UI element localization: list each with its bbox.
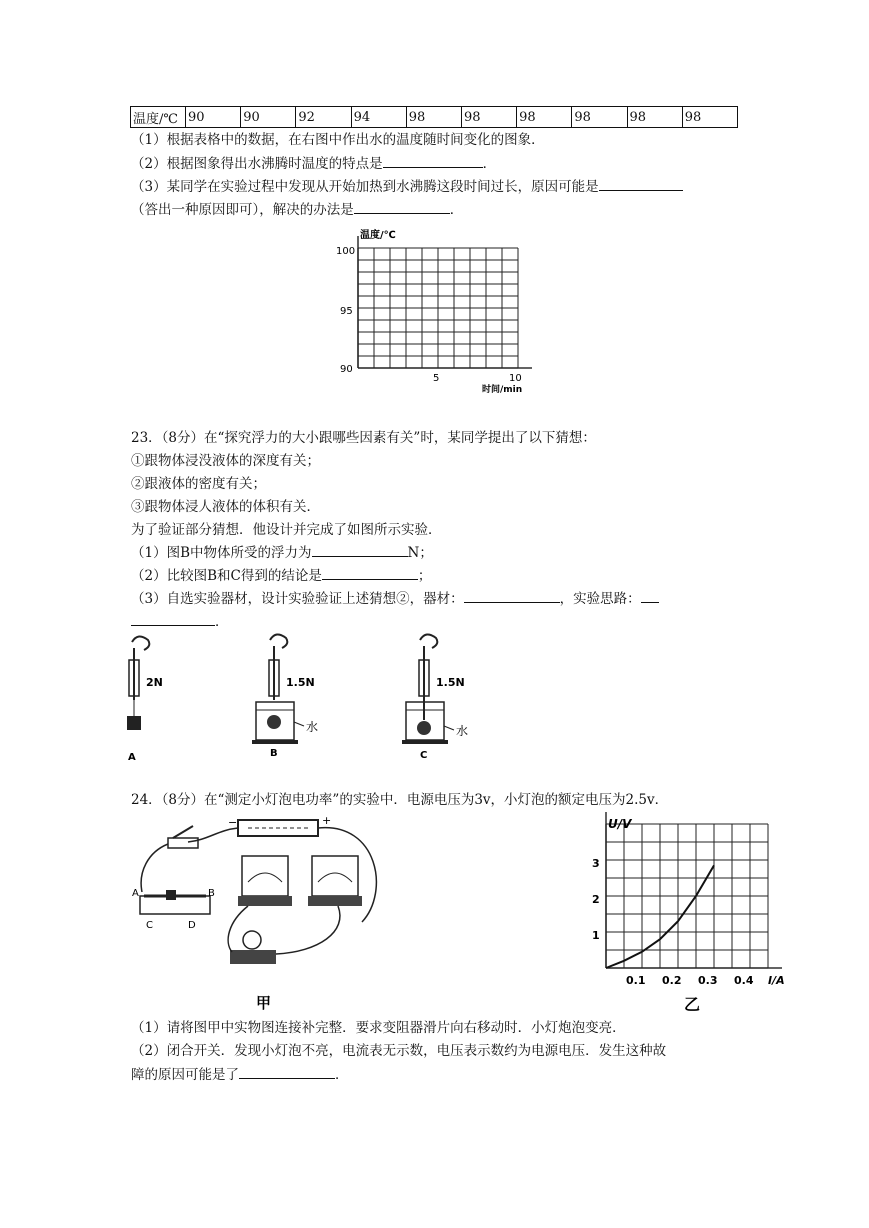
answer-blank[interactable]: [599, 176, 683, 191]
q22-part3-text: （3）某同学在实验过程中发现从开始加热到水沸腾这段时间过长，原因可能是: [131, 179, 599, 195]
q22-part2-text: （2）根据图象得出水沸腾时温度的特点是: [131, 156, 383, 172]
battery-plus: +: [322, 814, 332, 827]
q23-part2-text: （2）比较图B和C得到的结论是: [131, 568, 322, 584]
scale-a: [127, 636, 163, 763]
q23-part3-cont: [131, 611, 229, 632]
table-cell: 98: [517, 107, 572, 128]
rheostat-label-a: A: [132, 888, 139, 899]
lamp: [230, 931, 276, 964]
q23-part3-text: （3）自选实验器材，设计实验验证上述猜想②，器材：: [131, 591, 464, 607]
q22-part3-cont-text: （答出一种原因即可），解决的办法是: [131, 202, 354, 218]
table-row: [131, 107, 738, 128]
q24-part2-cont: [131, 1064, 349, 1085]
table-cell: 90: [186, 107, 241, 128]
table-cell: 98: [572, 107, 627, 128]
graph-grid: [358, 236, 532, 368]
buoyancy-experiment-figure: [120, 630, 500, 770]
graph-x-label: 时间/min: [482, 385, 523, 395]
q23-intro: 为了验证部分猜想．他设计并完成了如图所示实验．: [131, 522, 442, 538]
q22-part3-cont: [131, 199, 463, 220]
y-tick-label: 100: [336, 246, 356, 257]
q24-part2-cont-text: 障的原因可能是了: [131, 1067, 239, 1083]
q24-part1: （1）请将图甲中实物图连接补完整．要求变阻器滑片向右移动时．小灯炮泡变亮．: [131, 1020, 626, 1036]
ui-graph-grid: [606, 812, 782, 968]
table-header: 温度/℃: [131, 107, 186, 128]
reading-c: 1.5N: [436, 676, 465, 689]
label-c: C: [420, 750, 428, 761]
ui-y-tick: 1: [592, 929, 600, 942]
y-tick-label: 90: [340, 364, 353, 375]
temperature-table: [130, 106, 738, 128]
q24-title: 24．（8分）在“测定小灯泡电功率”的实验中．电源电压为3v，小灯泡的额定电压为2.5v．: [131, 792, 669, 808]
q23-guess-1: ①跟物体浸没液体的深度有关；: [131, 453, 320, 469]
q23-part2-end: ；: [417, 568, 432, 584]
x-tick-label: 5: [433, 373, 440, 384]
q23-title: 23．（8分）在“探究浮力的大小跟哪些因素有关”时，某同学提出了以下猜想：: [131, 430, 596, 446]
battery-minus: −: [228, 816, 238, 829]
rheostat-label-d: D: [188, 920, 196, 931]
voltmeter: [308, 856, 362, 906]
q24-part2: （2）闭合开关．发现小灯泡不亮，电流表无示数，电压表示数约为电源电压．发生这种故: [131, 1043, 667, 1059]
q23-part2: [131, 565, 431, 586]
answer-blank[interactable]: [383, 153, 483, 168]
answer-blank[interactable]: [312, 542, 408, 557]
reading-b: 1.5N: [286, 676, 315, 689]
graph-y-label: 温度/℃: [360, 230, 396, 241]
q23-part1: [131, 542, 433, 563]
answer-blank[interactable]: [354, 199, 450, 214]
temperature-grid-graph: [322, 222, 552, 402]
rheostat-label-c: C: [146, 920, 153, 931]
figure-label-yi: 乙: [684, 995, 701, 1014]
ui-y-tick: 2: [592, 893, 600, 906]
answer-blank[interactable]: [641, 588, 659, 603]
answer-blank[interactable]: [464, 588, 560, 603]
rheostat-label-b: B: [208, 888, 215, 899]
figure-label-jia: 甲: [256, 994, 272, 1012]
ui-x-tick: 0.4: [734, 974, 754, 987]
table-cell: 98: [682, 107, 737, 128]
q23-guess-2: ②跟液体的密度有关；: [131, 476, 266, 492]
water-label-c: 水: [456, 724, 469, 738]
q24-part2-end: ．: [335, 1067, 349, 1083]
label-b: B: [270, 748, 278, 759]
q22-part3-end: ．: [449, 202, 464, 218]
reading-a: 2N: [146, 676, 163, 689]
x-tick-label: 10: [509, 373, 522, 384]
q23-part1-unit: N；: [407, 545, 433, 561]
scale-c: [402, 634, 468, 761]
ui-x-label: I/A: [768, 974, 785, 987]
q23-part3: [131, 588, 659, 609]
q23-part3-mid: ，实验思路：: [559, 591, 641, 607]
circuit-figure: [128, 812, 398, 1012]
rheostat: [132, 888, 215, 931]
ui-x-tick: 0.1: [626, 974, 646, 987]
ui-graph: [580, 812, 800, 1017]
water-label-b: 水: [306, 720, 319, 734]
q23-guess-3: ③跟物体浸人液体的体积有关．: [131, 499, 320, 515]
q23-part1-text: （1）图B中物体所受的浮力为: [131, 545, 312, 561]
table-cell: 98: [627, 107, 682, 128]
q22-part2: [131, 153, 496, 174]
ui-x-tick: 0.2: [662, 974, 682, 987]
table-cell: 94: [351, 107, 406, 128]
table-cell: 98: [406, 107, 461, 128]
table-cell: 98: [461, 107, 516, 128]
q22-part2-end: ．: [482, 156, 497, 172]
table-cell: 92: [296, 107, 351, 128]
ammeter: [238, 856, 292, 906]
label-a: A: [128, 752, 136, 763]
ui-x-tick: 0.3: [698, 974, 718, 987]
switch: [168, 826, 198, 848]
scale-b: [252, 634, 318, 759]
answer-blank[interactable]: [322, 565, 418, 580]
ui-y-label: U/V: [608, 817, 632, 831]
q22-part1: （1）根据表格中的数据，在右图中作出水的温度随时间变化的图象．: [131, 132, 545, 148]
answer-blank[interactable]: [239, 1064, 335, 1079]
y-tick-label: 95: [340, 306, 353, 317]
answer-blank[interactable]: [131, 611, 215, 626]
table-cell: 90: [241, 107, 296, 128]
ui-y-tick: 3: [592, 857, 600, 870]
q22-part3: [131, 176, 683, 197]
q23-part3-end: ．: [215, 614, 229, 630]
